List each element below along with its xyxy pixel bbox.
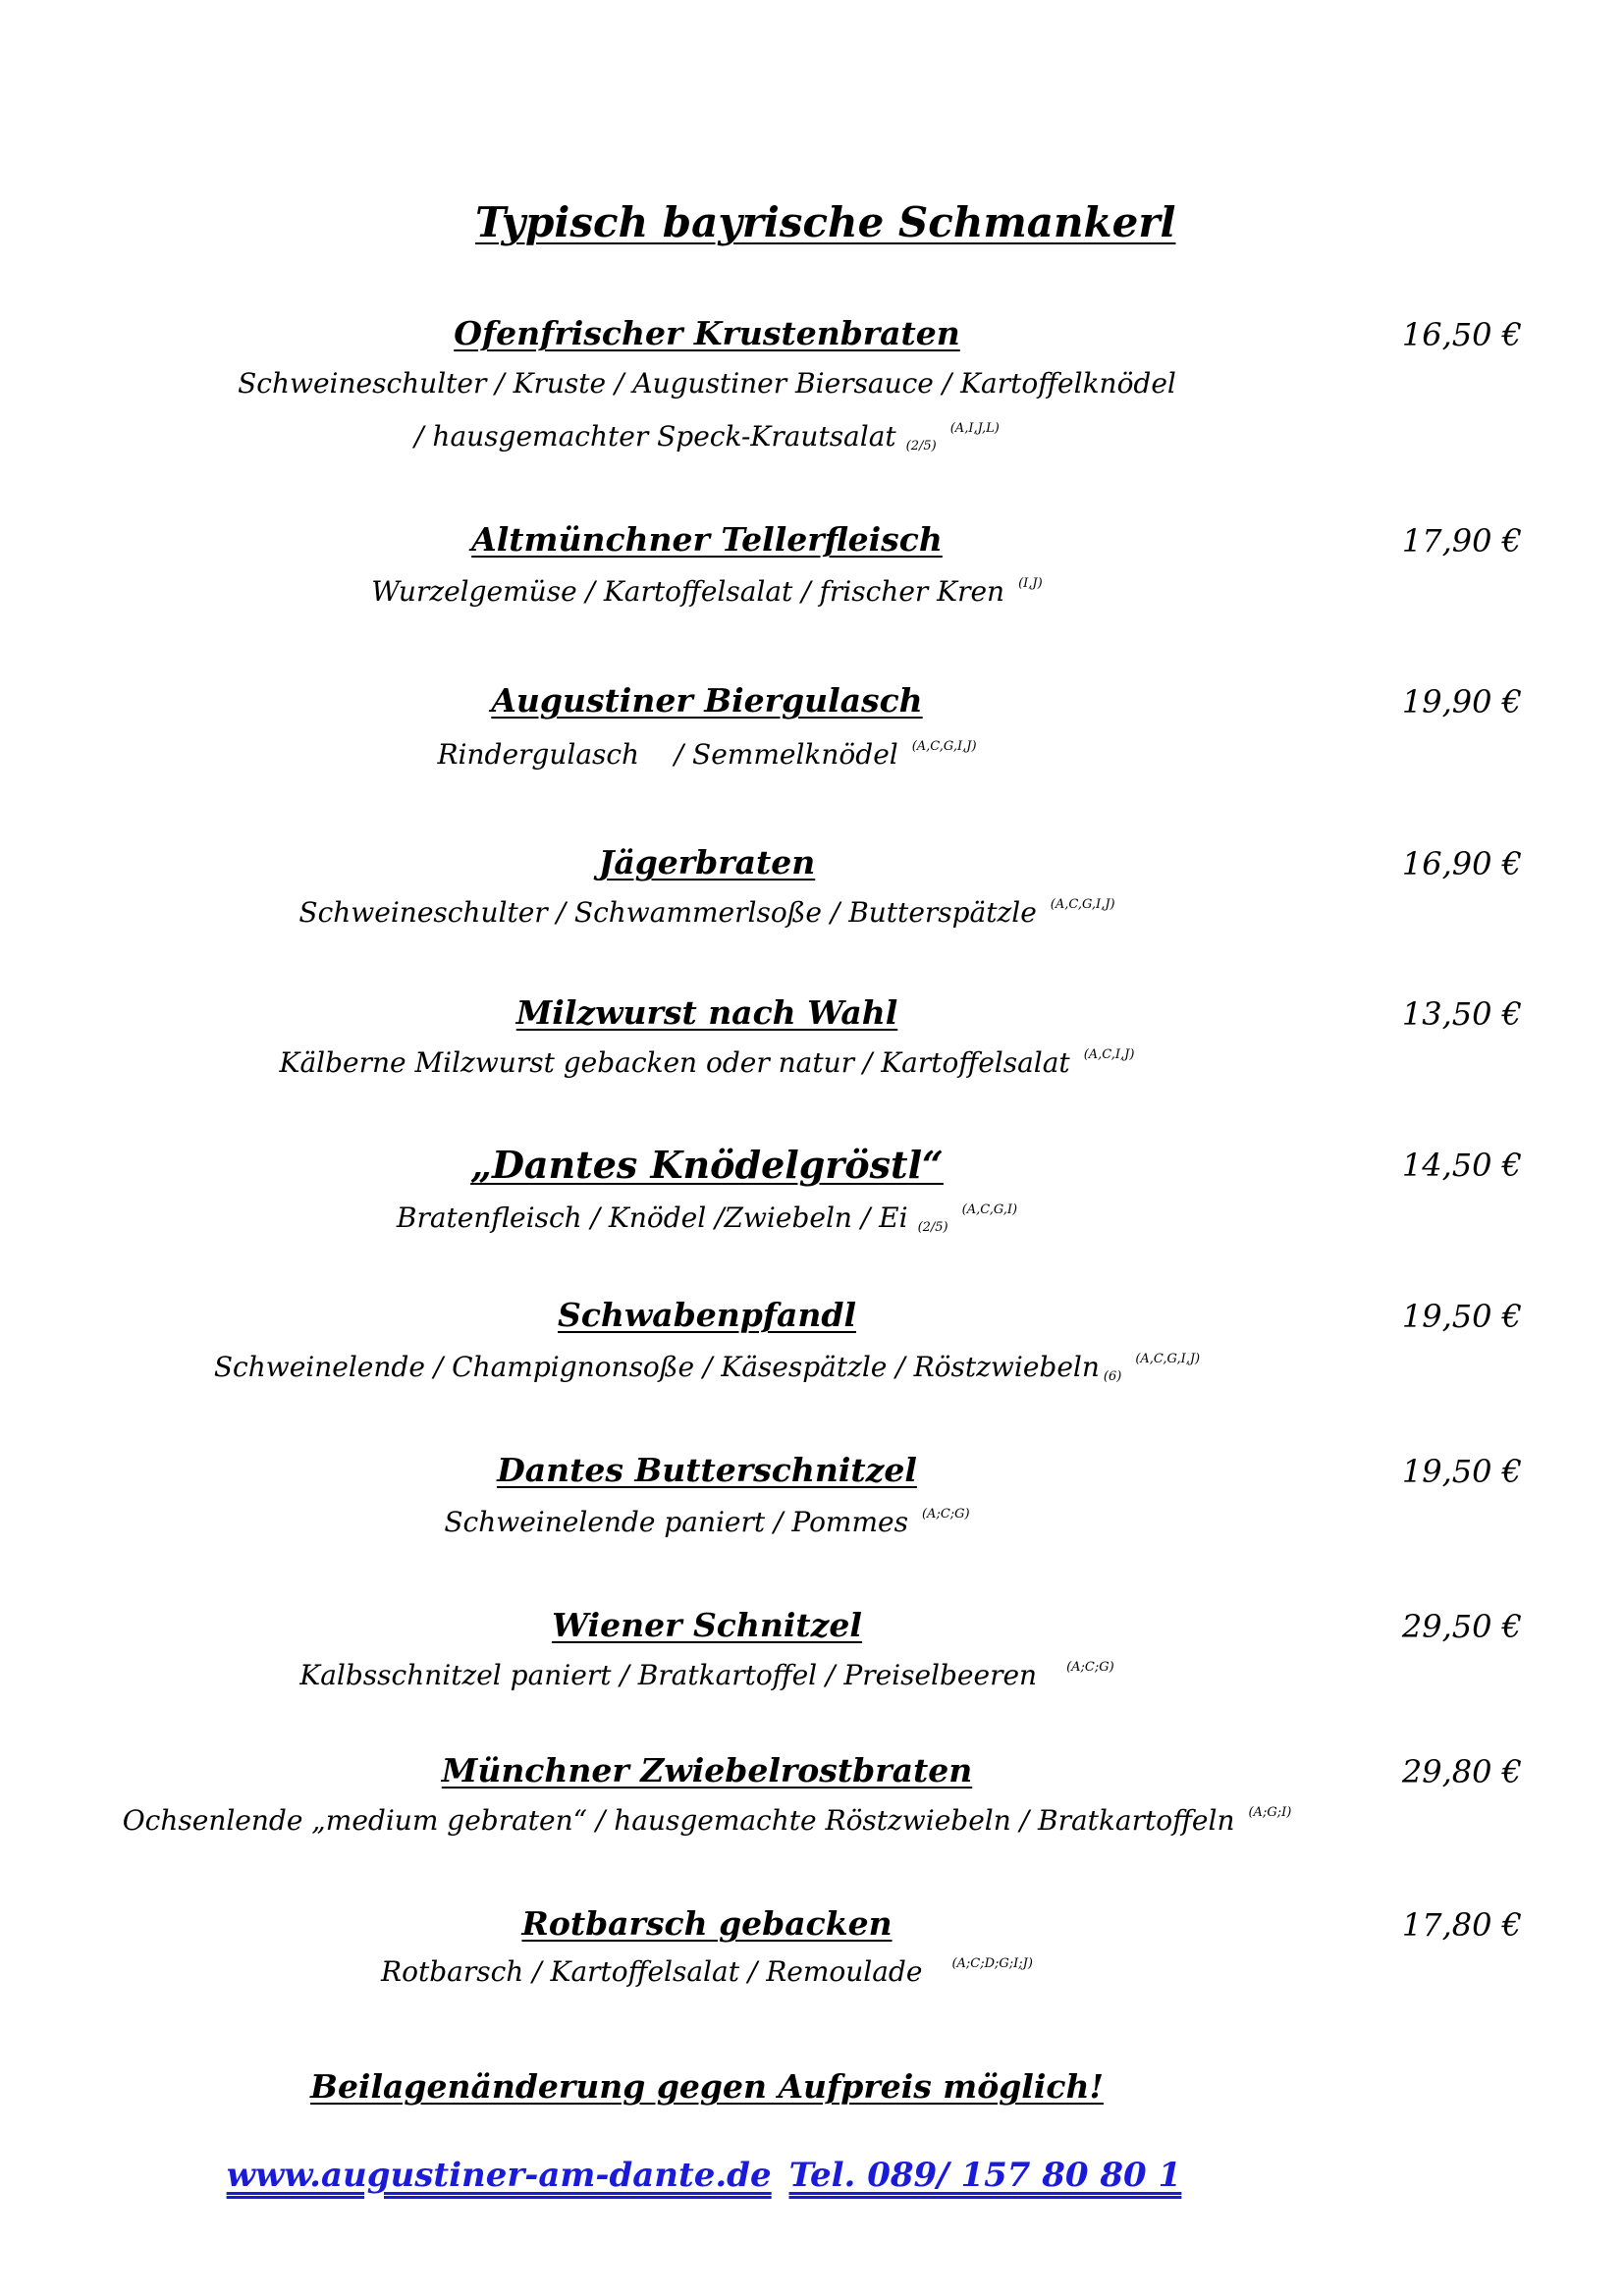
dish-price: 17,80 €	[1401, 1906, 1522, 1944]
allergen-note: (A;C;G)	[921, 1507, 970, 1522]
additive-note: (6)	[1103, 1369, 1122, 1384]
dish-name: Altmünchner Tellerfleisch	[471, 520, 943, 559]
allergen-note: (A;G;I)	[1248, 1805, 1292, 1820]
phone-number[interactable]: Tel. 089/ 157 80 80 1	[788, 2156, 1182, 2195]
dish-name: Schwabenpfandl	[557, 1296, 857, 1334]
allergen-note: (I,J)	[1018, 576, 1043, 591]
dish-description: Schweineschulter / Kruste / Augustiner Biersauce / Kartoffelknödel	[238, 367, 1176, 400]
dish-name: Dantes Butterschnitzel	[497, 1451, 917, 1489]
dish-description: Schweinelende paniert / Pommes $^{(A;C;G)}$	[444, 1506, 970, 1538]
dish-price: 17,90 €	[1401, 522, 1522, 560]
dish-name: Rotbarsch gebacken	[521, 1904, 893, 1943]
allergen-note: (A,C,G,I)	[961, 1202, 1018, 1217]
allergen-note: (A,C,G,I,J)	[1135, 1352, 1201, 1366]
dish-description: Rotbarsch / Kartoffelsalat / Remoulade $^{(A;C;D;G;I;J)}$	[381, 1955, 1033, 1988]
contact-line	[0, 2156, 1624, 2195]
allergen-note: (A,C,G,I,J)	[911, 739, 977, 754]
dish-price: 16,90 €	[1401, 845, 1522, 882]
dish-price: 16,50 €	[1401, 316, 1522, 353]
dish-price: 19,50 €	[1401, 1298, 1522, 1335]
dish-description: Bratenfleisch / Knödel /Zwiebeln / Ei $(2/5)^{(A,C,G,I)}$	[396, 1201, 1018, 1235]
dish-price: 19,50 €	[1401, 1453, 1522, 1490]
dish-name: Augustiner Biergulasch	[491, 681, 923, 720]
dish-price: 29,50 €	[1401, 1608, 1522, 1645]
dish-name: Ofenfrischer Krustenbraten	[454, 314, 960, 352]
dish-price: 13,50 €	[1401, 995, 1522, 1033]
allergen-note: (A;C;G)	[1066, 1660, 1114, 1675]
allergen-note: (A;C;D;G;I;J)	[951, 1956, 1033, 1971]
dish-description: Schweineschulter / Schwammerlsoße / Butterspätzle $^{(A,C,G,I,J)}$	[298, 896, 1115, 929]
dish-name: Jägerbraten	[598, 843, 816, 881]
website-link[interactable]: www.augustiner-am-dante.de	[226, 2156, 772, 2195]
allergen-note: (A,C,I,J)	[1083, 1047, 1135, 1062]
additive-note: (2/5)	[905, 439, 937, 454]
dish-description-line2: / hausgemachter Speck-Krautsalat $(2/5)^{(A,I,J,L)}$	[414, 420, 1000, 454]
dish-description: Ochsenlende „medium gebraten“ / hausgemachte Röstzwiebeln / Bratkartoffeln $^{(A;G;I)}$	[122, 1804, 1292, 1837]
dish-description: Schweinelende / Champignonsoße / Käsespätzle / Röstzwiebeln $(6)^{(A,C,G,I,J)}$	[213, 1351, 1201, 1384]
dish-description: Rindergulasch / Semmelknödel $^{(A,C,G,I,J)}$	[437, 738, 977, 771]
dish-price: 14,50 €	[1401, 1147, 1522, 1184]
dish-name: Wiener Schnitzel	[552, 1606, 862, 1644]
dish-name: Milzwurst nach Wahl	[515, 993, 898, 1032]
allergen-note: (A,I,J,L)	[949, 421, 1000, 436]
dish-description: Kalbsschnitzel paniert / Bratkartoffel / Preiselbeeren $^{(A;C;G)}$	[299, 1659, 1114, 1691]
dish-name: Münchner Zwiebelrostbraten	[441, 1751, 973, 1789]
page-title: Typisch bayrische Schmankerl	[475, 198, 1176, 246]
additive-note: (2/5)	[917, 1220, 948, 1235]
dish-description: Kälberne Milzwurst gebacken oder natur / Kartoffelsalat $^{(A,C,I,J)}$	[279, 1046, 1135, 1079]
allergen-note: (A,C,G,I,J)	[1050, 897, 1115, 912]
dish-price: 29,80 €	[1401, 1753, 1522, 1790]
dish-description: Wurzelgemüse / Kartoffelsalat / frischer Kren $^{(I,J)}$	[371, 575, 1043, 608]
dish-name: „Dantes Knödelgröstl“	[470, 1143, 944, 1187]
side-dish-note: Beilagenänderung gegen Aufpreis möglich!	[310, 2067, 1104, 2106]
dish-price: 19,90 €	[1401, 683, 1522, 721]
